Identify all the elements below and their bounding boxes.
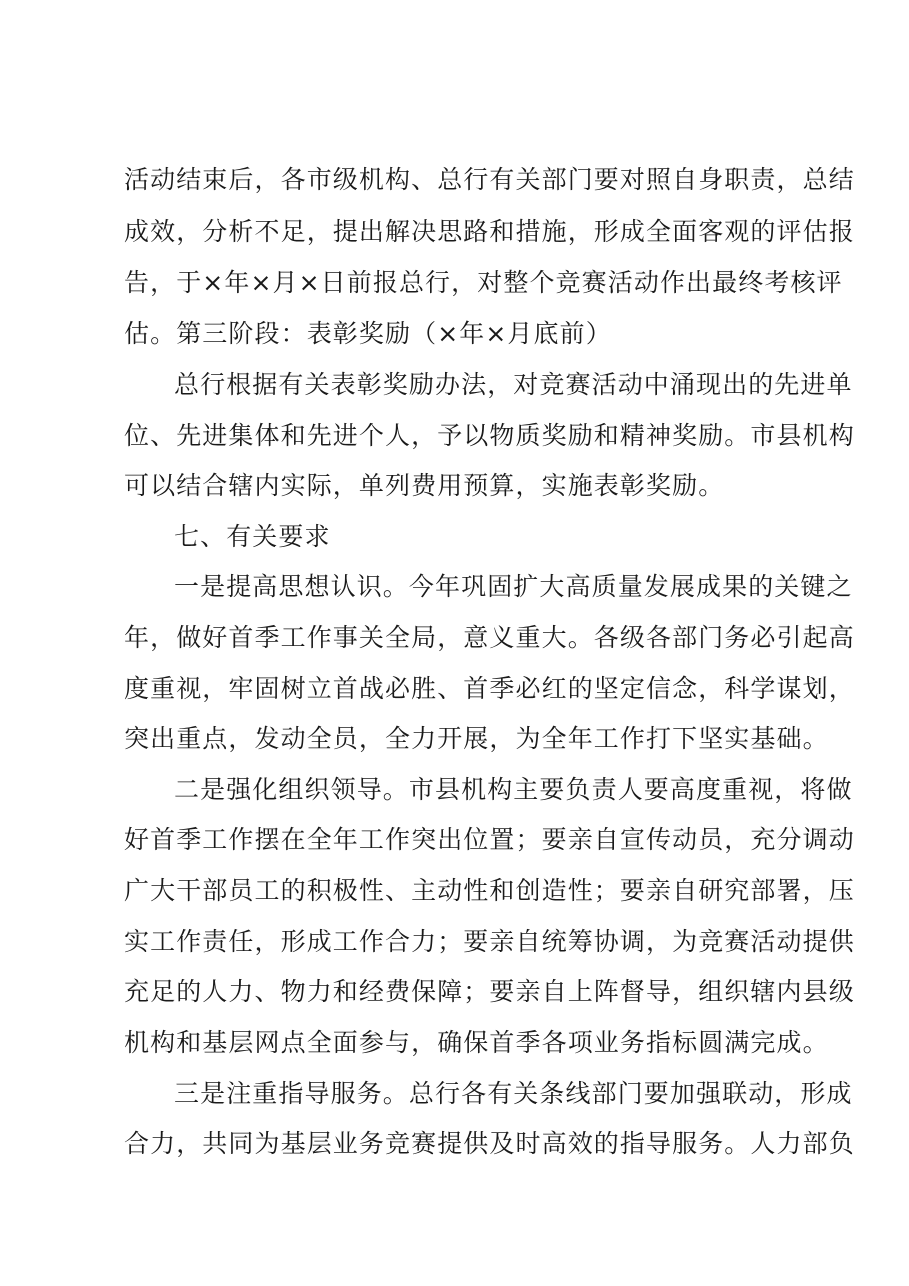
- body-text-line: 年，做好首季工作事关全局，意义重大。各级各部门务必引起高: [124, 623, 855, 652]
- body-text-line: 广大干部员工的积极性、主动性和创造性；要亲自研究部署，压: [124, 876, 855, 905]
- body-text-line: 成效，分析不足，提出解决思路和措施，形成全面客观的评估报: [124, 217, 855, 246]
- body-text-line: 度重视，牢固树立首战必胜、首季必红的坚定信念，科学谋划，: [124, 674, 855, 703]
- paragraph-first-line: 二是强化组织领导。市县机构主要负责人要高度重视，将做: [174, 775, 853, 804]
- body-text-line: 突出重点，发动全员，全力开展，为全年工作打下坚实基础。: [124, 724, 829, 753]
- paragraph-first-line: 三是注重指导服务。总行各有关条线部门要加强联动，形成: [174, 1079, 853, 1108]
- body-text-line: 可以结合辖内实际，单列费用预算，实施表彰奖励。: [124, 471, 725, 500]
- body-text-line: 充足的人力、物力和经费保障；要亲自上阵督导，组织辖内县级: [124, 977, 855, 1006]
- body-text-line: 告，于×年×月×日前报总行，对整个竞赛活动作出最终考核评: [124, 268, 843, 297]
- body-text-line: 估。第三阶段：表彰奖励（×年×月底前）: [124, 319, 612, 348]
- body-text-line: 位、先进集体和先进个人，予以物质奖励和精神奖励。市县机构: [124, 421, 855, 450]
- section-heading: 七、有关要求: [174, 522, 331, 551]
- paragraph-first-line: 总行根据有关表彰奖励办法，对竞赛活动中涌现出的先进单: [174, 370, 853, 399]
- body-text-line: 好首季工作摆在全年工作突出位置；要亲自宣传动员，充分调动: [124, 825, 855, 854]
- body-text-line: 机构和基层网点全面参与，确保首季各项业务指标圆满完成。: [124, 1028, 829, 1057]
- paragraph-first-line: 一是提高思想认识。今年巩固扩大高质量发展成果的关键之: [174, 572, 853, 601]
- body-text-line: 活动结束后，各市级机构、总行有关部门要对照自身职责，总结: [124, 165, 855, 194]
- body-text-line: 实工作责任，形成工作合力；要亲自统筹协调，为竞赛活动提供: [124, 927, 855, 956]
- body-text-line: 合力，共同为基层业务竞赛提供及时高效的指导服务。人力部负: [124, 1129, 855, 1158]
